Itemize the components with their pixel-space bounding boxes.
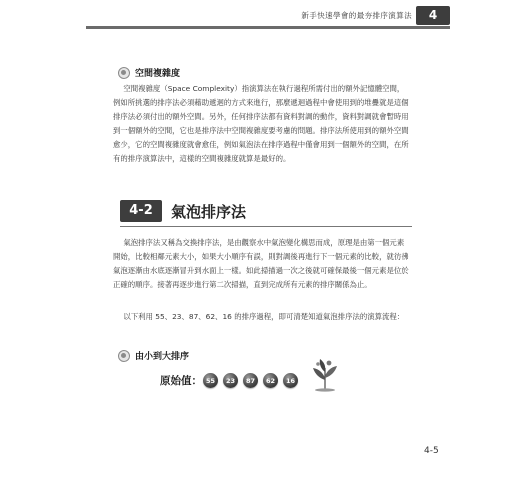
original-values-row — [203, 373, 298, 388]
space-complexity-heading — [118, 66, 180, 79]
section-number-badge: 4-2 — [120, 200, 162, 222]
ascending-heading — [118, 349, 189, 362]
space-complexity-title: 空間複雜度 — [135, 69, 181, 79]
running-header-title: 新手快速學會的最夯排序演算法 — [301, 11, 412, 20]
ascending-title: 由小到大排序 — [135, 352, 190, 362]
chapter-tab: 4 — [416, 6, 450, 25]
value-ball: 23 — [223, 373, 238, 388]
value-ball: 16 — [283, 373, 298, 388]
original-values-label: 原始值： — [160, 375, 202, 387]
section-rule — [120, 226, 412, 227]
gear-icon — [118, 350, 130, 362]
bubble-sort-body — [113, 236, 409, 292]
gear-icon — [118, 67, 130, 79]
value-ball: 87 — [243, 373, 258, 388]
plant-icon — [310, 356, 340, 392]
bubble-sort-paragraph-2: 以下利用 55、23、87、62、16 的排序過程，即可清楚知道氣泡排序法的演算流程： — [123, 312, 405, 321]
value-ball: 55 — [203, 373, 218, 388]
page-number: 4-5 — [424, 446, 439, 456]
header-rule — [86, 26, 450, 29]
space-complexity-body — [113, 82, 409, 166]
bubble-sort-intro — [113, 310, 409, 324]
space-complexity-paragraph: 空間複雜度（Space Complexity）指演算法在執行過程所需付出的額外記憶體空間，例如所挑選的排序法必須藉助遞迴的方式來進行，那麼遞迴過程中會使用到的堆疊就是這個排序法必須付出的額外空間。另外，任何排序法都有資料對調的動作，資料對調就會暫時用到一個額外的空間，它也是排序法中空間複雜度要考慮的問題。排序法所使用到的額外空間愈少，它的空間複雜度就會愈佳，例如氣泡法在排序過程中僅會用到一個額外的空間，在所有的排序演算法中，這樣的空間複雜度就算是最好的。 — [113, 84, 409, 163]
section-title: 氣泡排序法 — [171, 203, 247, 221]
value-ball: 62 — [263, 373, 278, 388]
bubble-sort-paragraph-1: 氣泡排序法又稱為交換排序法，是由觀察水中氣泡變化構思而成，原理是由第一個元素開始，比較相鄰元素大小，如果大小順序有誤，則對調後再進行下一個元素的比較，就彷彿氣泡逐漸由水底逐漸冒升到水面上一樣。如此掃描過一次之後就可確保最後一個元素是位於正確的順序。接著再逐步進行第二次掃描，直到完成所有元素的排序關係為止。 — [113, 238, 409, 289]
